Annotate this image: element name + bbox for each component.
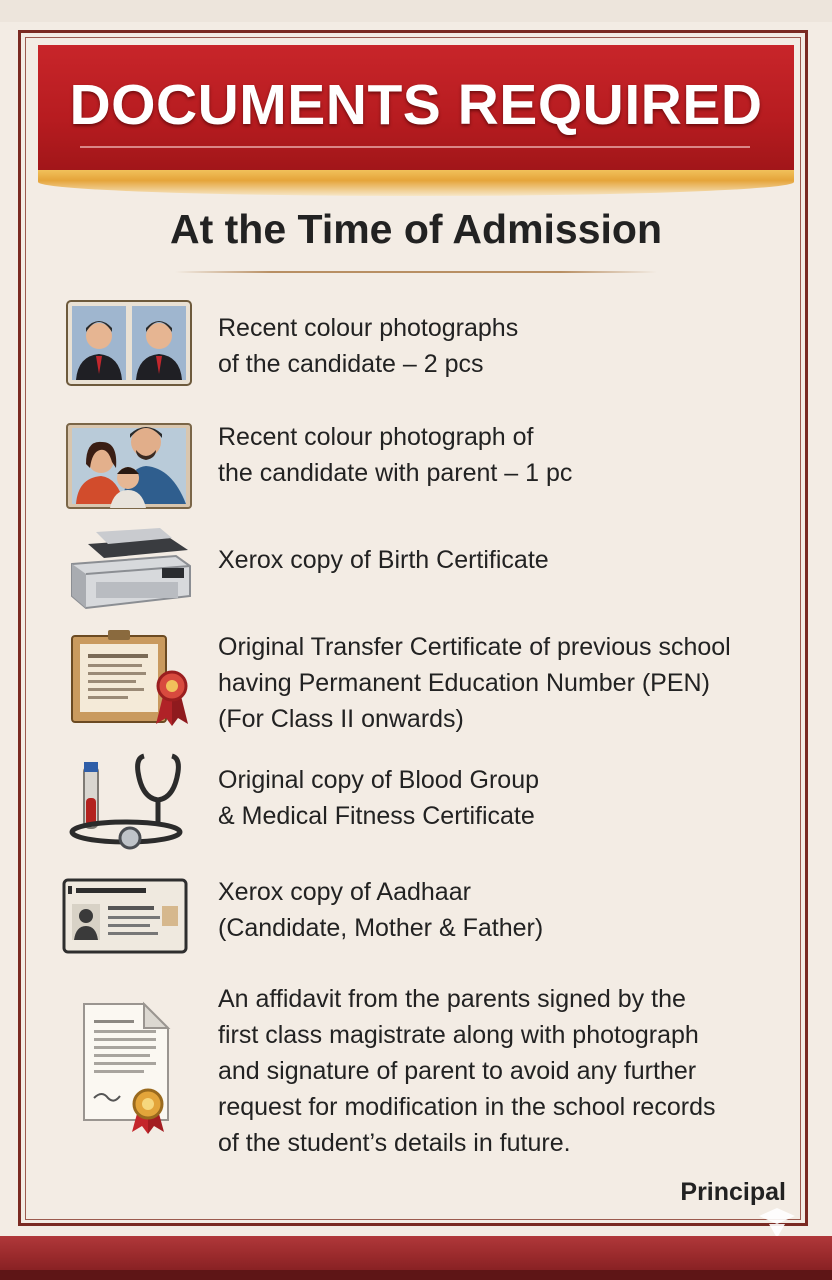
- item-line: having Permanent Education Number (PEN): [218, 669, 710, 697]
- item-line: Original Transfer Certificate of previous school: [218, 633, 731, 661]
- item-line: Xerox copy of Aadhaar: [218, 878, 471, 906]
- item-aadhaar-text: [218, 874, 543, 946]
- family-photo-icon: [66, 412, 194, 510]
- item-line: Recent colour photographs: [218, 314, 519, 342]
- item-transfer-certificate-text: [218, 629, 731, 737]
- passport-photos-icon: [66, 300, 192, 386]
- item-photographs-text: [218, 310, 518, 382]
- certificate-icon: [68, 628, 192, 728]
- item-line: of the student’s details in future.: [218, 1129, 571, 1157]
- item-line: (For Class II onwards): [218, 705, 464, 733]
- item-birth-certificate-text: [218, 542, 549, 578]
- subtitle: At the Time of Admission: [169, 206, 663, 252]
- item-family-photo-text: [218, 419, 572, 491]
- item-line: the candidate with parent – 1 pc: [218, 459, 573, 487]
- item-line: Xerox copy of Birth Certificate: [218, 546, 549, 574]
- item-line: and signature of parent to avoid any further: [218, 1057, 697, 1085]
- affidavit-icon: [80, 1000, 180, 1134]
- item-line: first class magistrate along with photograph: [218, 1021, 699, 1049]
- item-medical-certificate-text: [218, 762, 539, 834]
- item-line: Original copy of Blood Group: [218, 766, 540, 794]
- subtitle-divider: [175, 271, 657, 273]
- item-line: Recent colour photograph of: [218, 423, 534, 451]
- principal-signature: Principal: [680, 1178, 786, 1206]
- item-line: request for modification in the school records: [218, 1093, 716, 1121]
- scroll-down-icon[interactable]: [755, 1206, 799, 1240]
- top-strip: [0, 0, 832, 22]
- item-affidavit-text: [218, 981, 715, 1161]
- id-card-icon: [62, 876, 190, 956]
- stethoscope-icon: [66, 748, 190, 854]
- page-title: DOCUMENTS REQUIRED: [69, 73, 763, 137]
- item-line: (Candidate, Mother & Father): [218, 914, 544, 942]
- header-divider: [80, 146, 750, 148]
- bottom-band: [0, 1236, 832, 1280]
- item-line: & Medical Fitness Certificate: [218, 802, 535, 830]
- item-line: of the candidate – 2 pcs: [218, 350, 484, 378]
- photocopier-icon: [66, 524, 194, 612]
- item-line: An affidavit from the parents signed by the: [218, 985, 686, 1013]
